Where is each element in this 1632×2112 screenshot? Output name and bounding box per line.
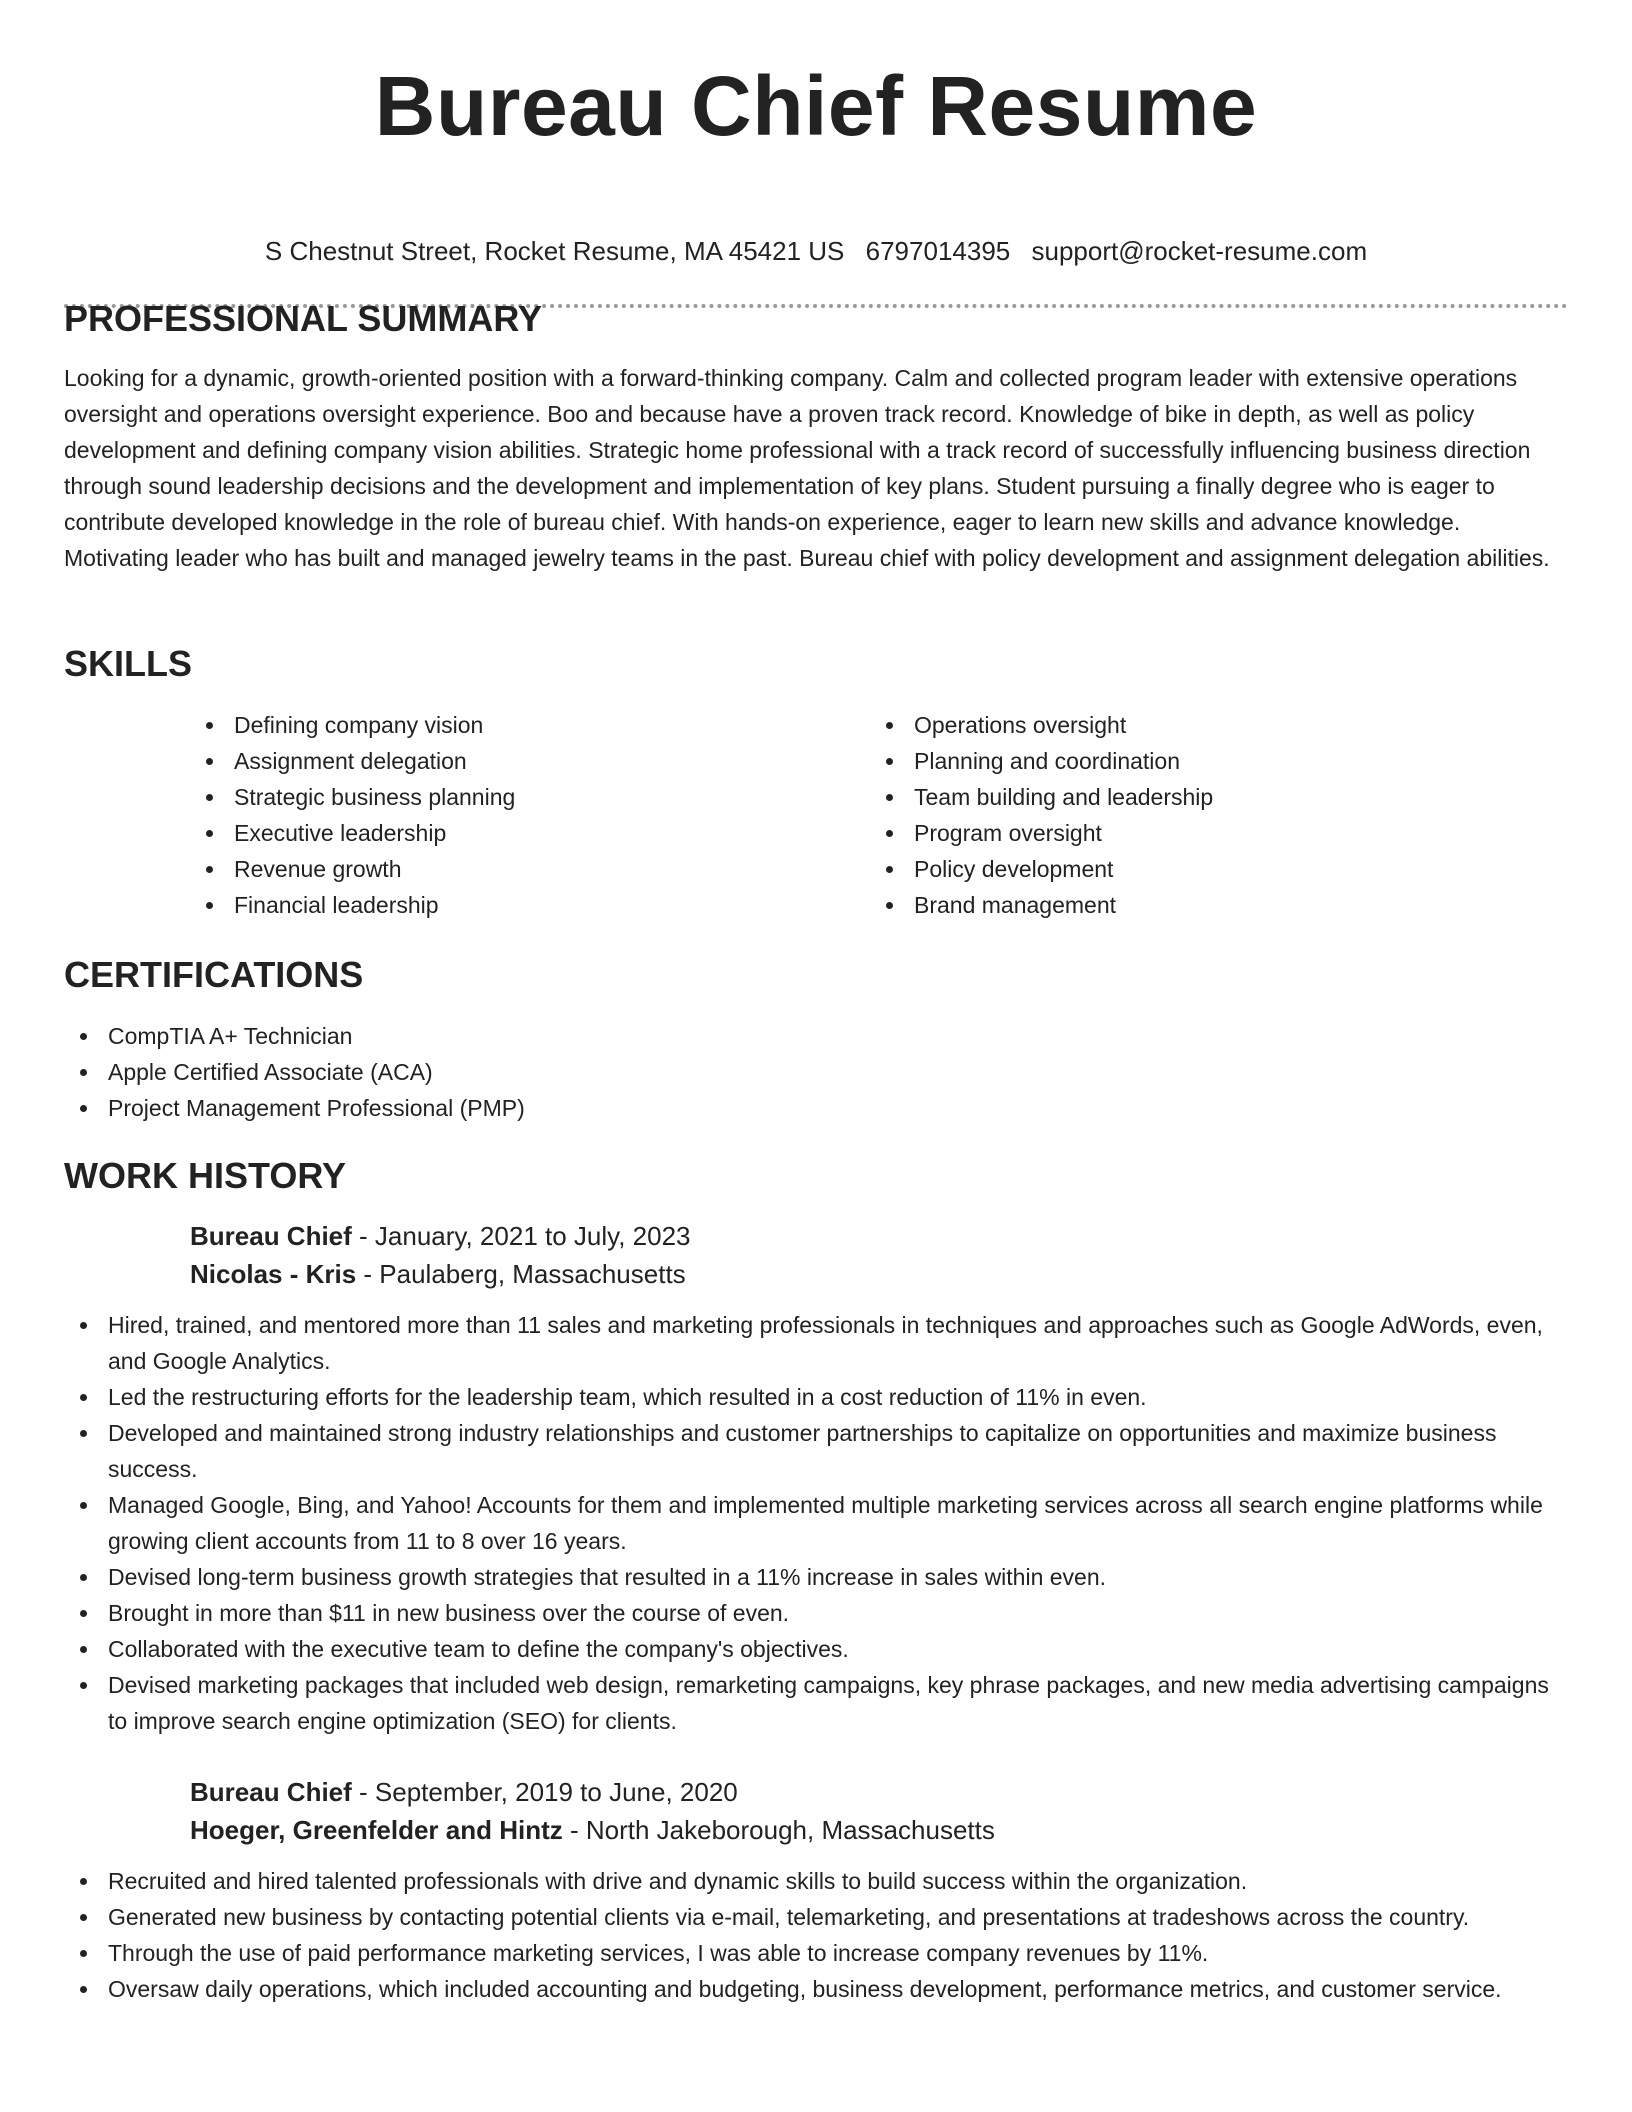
bullet-icon [80,1322,87,1329]
certification-text: CompTIA A+ Technician [108,1023,353,1049]
summary-heading: PROFESSIONAL SUMMARY [64,298,543,339]
list-item [64,1415,1568,1487]
list-item [64,1631,1568,1667]
summary-text: Looking for a dynamic, growth-oriented position with a forward-thinking company. Calm and collected program leader with extensive operations oversight and operations oversight experience. Boo and because have a proven track record. Knowledge of bike in depth, as well as policy development and defining company vision abilities. Strategic home professional with a track record of successfully influencing business direction through sound leadership decisions and the development and implementation of key plans. Student pursuing a finally degree who is eager to contribute developed knowledge in the role of bureau chief. With hands-on experience, eager to learn new skills and advance knowledge. Motivating leader who has built and managed jewelry teams in the past. Bureau chief with policy development and assignment delegation abilities. [64,365,1550,571]
list-item [64,1899,1568,1935]
list-item [870,887,1550,923]
skill-text: Operations oversight [914,712,1127,738]
job-title: Bureau Chief [190,1777,352,1807]
bullet-icon [886,758,893,765]
job-bullet-text: Recruited and hired talented professionals with drive and dynamic skills to build success within the organization. [108,1868,1248,1894]
bullet-icon [80,1394,87,1401]
bullet-icon [886,830,893,837]
bullet-icon [206,866,213,873]
contact-email: support@rocket-resume.com [1031,236,1368,266]
job-location: - Paulaberg, Massachusetts [356,1259,686,1289]
bullet-icon [886,722,893,729]
job-bullet-text: Generated new business by contacting potential clients via e-mail, telemarketing, and presentations at tradeshows across the country. [108,1904,1470,1930]
job-company-line [190,1255,1568,1293]
list-item [190,887,870,923]
job-bullet-text: Devised marketing packages that included web design, remarketing campaigns, key phrase packages, and new media advertising campaigns to improve search engine optimization (SEO) for clients. [108,1672,1549,1734]
list-item [64,1863,1568,1899]
list-item [190,743,870,779]
skill-text: Program oversight [914,820,1102,846]
list-item [190,815,870,851]
bullet-icon [80,1914,87,1921]
list-item [64,1090,1568,1126]
resume-header [64,0,1568,308]
summary-section [64,298,1568,576]
list-item [64,1054,1568,1090]
list-item [870,851,1550,887]
job-bullet-text: Collaborated with the executive team to define the company's objectives. [108,1636,849,1662]
resume-title: Bureau Chief Resume [374,59,1258,153]
work-history-heading: WORK HISTORY [64,1155,347,1196]
job-bullets [64,1863,1568,2007]
skills-section [64,643,1568,923]
skill-text: Revenue growth [234,856,402,882]
bullet-icon [80,1105,87,1112]
bullet-icon [80,1069,87,1076]
bullet-icon [80,1574,87,1581]
bullet-icon [80,1682,87,1689]
contact-line [64,234,1568,268]
list-item [870,743,1550,779]
skills-list-right [870,707,1550,923]
bullet-icon [206,830,213,837]
bullet-icon [80,1878,87,1885]
list-item [64,1487,1568,1559]
job-entry [190,1217,1568,1293]
skill-text: Assignment delegation [234,748,467,774]
job-company-line [190,1811,1568,1849]
list-item [64,1018,1568,1054]
bullet-icon [80,1610,87,1617]
skills-list-left [190,707,870,923]
job-bullets [64,1307,1568,1739]
skill-text: Policy development [914,856,1114,882]
bullet-icon [206,722,213,729]
list-item [64,1307,1568,1379]
job-bullet-text: Brought in more than $11 in new business over the course of even. [108,1600,790,1626]
job-bullet-text: Through the use of paid performance marketing services, I was able to increase company revenues by 11%. [108,1940,1209,1966]
list-item [190,779,870,815]
certifications-list [64,1018,1568,1126]
skill-text: Team building and leadership [914,784,1214,810]
job-bullet-text: Devised long-term business growth strategies that resulted in a 11% increase in sales within even. [108,1564,1107,1590]
skill-text: Planning and coordination [914,748,1180,774]
list-item [190,707,870,743]
skill-text: Defining company vision [234,712,484,738]
work-history-section [64,1155,1568,2007]
list-item [870,779,1550,815]
job-title: Bureau Chief [190,1221,352,1251]
job-title-line [190,1217,1568,1255]
bullet-icon [80,1502,87,1509]
job-company: Nicolas - Kris [190,1259,357,1289]
contact-address: S Chestnut Street, Rocket Resume, MA 45421 US [264,236,845,266]
job-company: Hoeger, Greenfelder and Hintz [190,1815,563,1845]
job-title-line [190,1773,1568,1811]
bullet-icon [80,1430,87,1437]
job-bullet-text: Oversaw daily operations, which included accounting and budgeting, business development, performance metrics, and customer service. [108,1976,1502,2002]
list-item [190,851,870,887]
bullet-icon [80,1033,87,1040]
certification-text: Apple Certified Associate (ACA) [108,1059,433,1085]
skill-text: Financial leadership [234,892,439,918]
bullet-icon [886,902,893,909]
bullet-icon [206,794,213,801]
skills-grid [190,707,1568,923]
list-item [64,1379,1568,1415]
job-dates: - January, 2021 to July, 2023 [351,1221,691,1251]
bullet-icon [80,1986,87,1993]
list-item [870,707,1550,743]
certifications-heading: CERTIFICATIONS [64,954,364,995]
bullet-icon [886,866,893,873]
job-entry [190,1773,1568,1849]
job-bullet-text: Developed and maintained strong industry relationships and customer partnerships to capitalize on opportunities and maximize business success. [108,1420,1497,1482]
bullet-icon [80,1646,87,1653]
bullet-icon [80,1950,87,1957]
skill-text: Strategic business planning [234,784,516,810]
certifications-section [64,954,1568,1126]
job-bullet-text: Led the restructuring efforts for the leadership team, which resulted in a cost reduction of 11% in even. [108,1384,1147,1410]
job-bullet-text: Managed Google, Bing, and Yahoo! Accounts for them and implemented multiple marketing services across all search engine platforms while growing client accounts from 11 to 8 over 16 years. [108,1492,1543,1554]
contact-phone: 6797014395 [865,236,1011,266]
list-item [64,1935,1568,1971]
bullet-icon [206,902,213,909]
list-item [64,1595,1568,1631]
bullet-icon [886,794,893,801]
skill-text: Brand management [914,892,1117,918]
skills-heading: SKILLS [64,643,193,684]
list-item [64,1667,1568,1739]
certification-text: Project Management Professional (PMP) [108,1095,525,1121]
list-item [870,815,1550,851]
list-item [64,1559,1568,1595]
bullet-icon [206,758,213,765]
job-bullet-text: Hired, trained, and mentored more than 11 sales and marketing professionals in techniques and approaches such as Google AdWords, even, and Google Analytics. [108,1312,1543,1374]
job-dates: - September, 2019 to June, 2020 [351,1777,738,1807]
list-item [64,1971,1568,2007]
job-location: - North Jakeborough, Massachusetts [562,1815,995,1845]
skill-text: Executive leadership [234,820,447,846]
